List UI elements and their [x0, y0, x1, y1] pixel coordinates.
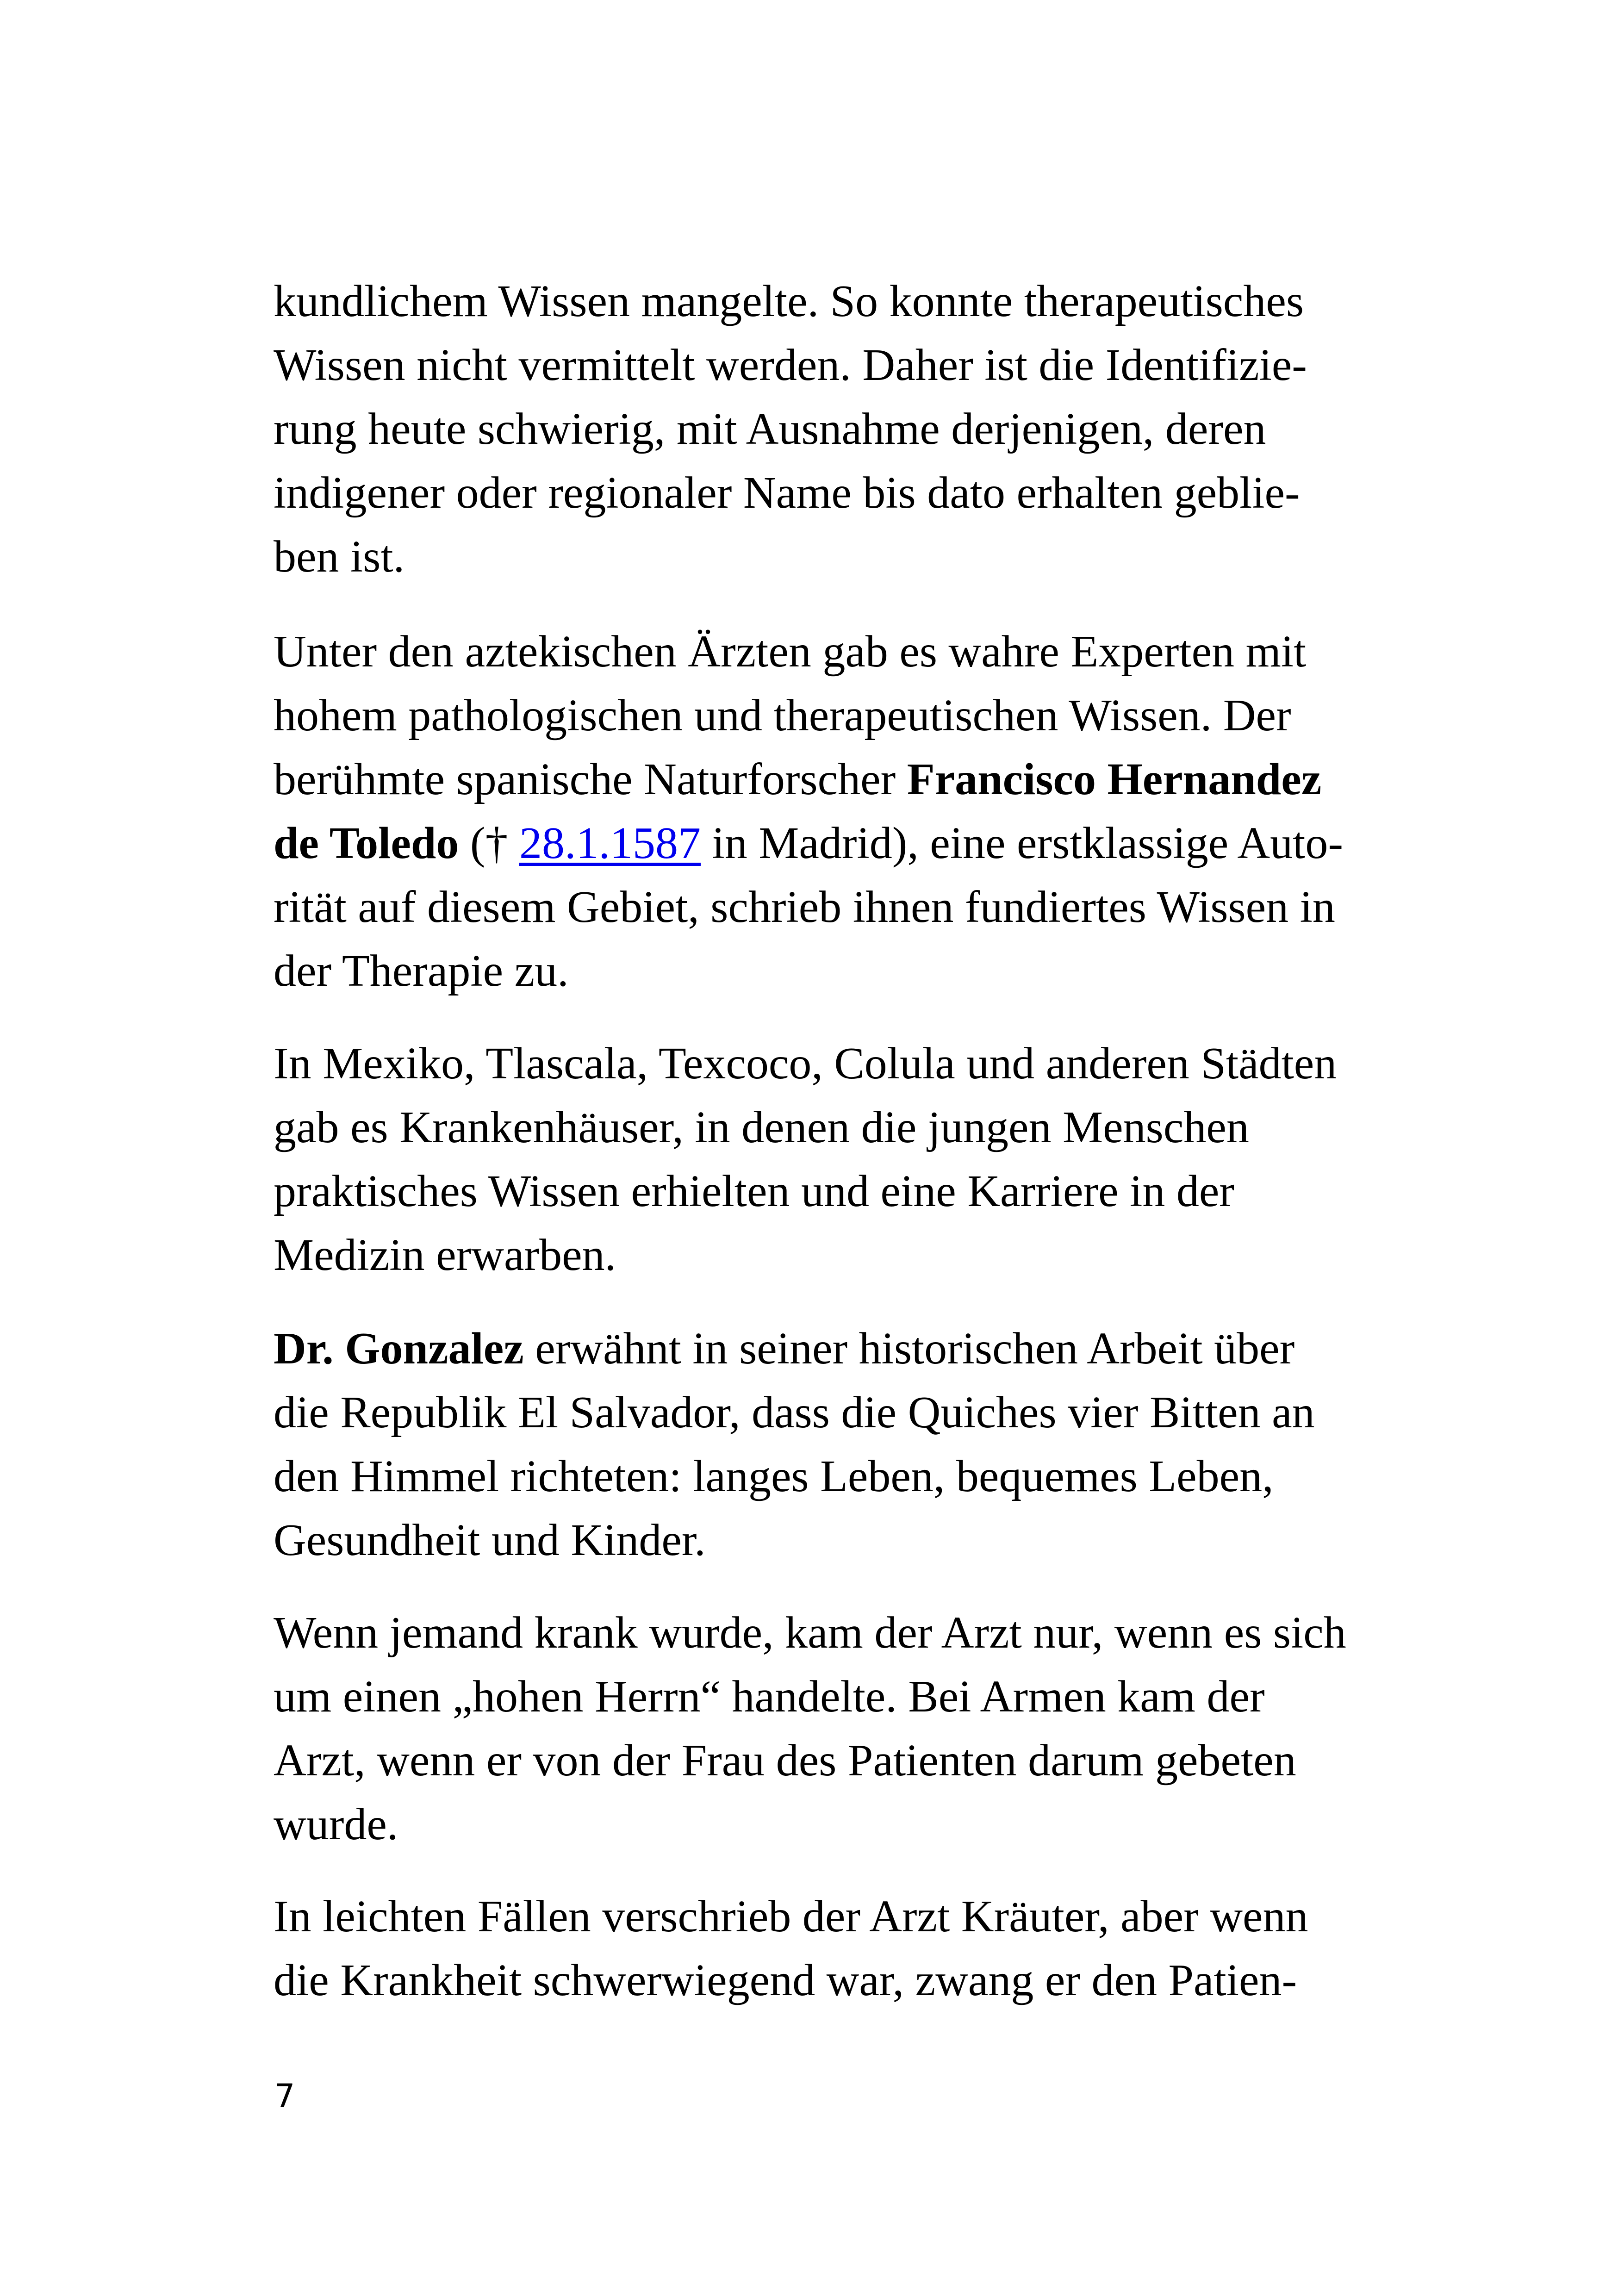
- text-line: [274, 747, 1343, 811]
- text-segment: Medizin erwarben.: [274, 1230, 616, 1280]
- text-line: [274, 620, 1343, 684]
- text-segment: ben ist.: [274, 532, 405, 582]
- text-line: [274, 684, 1343, 747]
- paragraph: [274, 1317, 1315, 1572]
- text-line: [274, 1792, 1346, 1856]
- text-segment: In leichten Fällen verschrieb der Arzt Kräuter, aber wenn: [274, 1892, 1308, 1941]
- text-segment: um einen „hohen Herrn“ handelte. Bei Armen kam der: [274, 1672, 1265, 1722]
- text-segment: indigener oder regionaler Name bis dato erhalten geblie-: [274, 468, 1300, 518]
- text-segment: Wissen nicht vermittelt werden. Daher ist die Identifizie-: [274, 340, 1307, 390]
- text-line: [274, 1885, 1308, 1948]
- paragraph: [274, 1032, 1337, 1287]
- text-line: [274, 397, 1307, 461]
- text-segment: hohem pathologischen und therapeutischen Wissen. Der: [274, 691, 1291, 740]
- text-segment: gab es Krankenhäuser, in denen die jungen Menschen: [274, 1102, 1249, 1152]
- paragraph: [274, 269, 1307, 589]
- text-segment: rung heute schwierig, mit Ausnahme derjenigen, deren: [274, 404, 1266, 454]
- text-line: [274, 1317, 1315, 1381]
- text-segment: Gesundheit und Kinder.: [274, 1515, 706, 1565]
- text-segment: kundlichem Wissen mangelte. So konnte therapeutisches: [274, 276, 1304, 326]
- paragraph: [274, 1601, 1346, 1856]
- text-line: [274, 1444, 1315, 1508]
- text-segment: erwähnt in seiner historischen Arbeit über: [523, 1324, 1295, 1374]
- text-line: [274, 461, 1307, 525]
- text-line: [274, 1095, 1337, 1159]
- text-segment: In Mexiko, Tlascala, Texcoco, Colula und anderen Städten: [274, 1039, 1337, 1089]
- page-number: 7: [274, 2077, 295, 2115]
- text-line: [274, 875, 1343, 939]
- text-line: [274, 333, 1307, 397]
- text-segment: der Therapie zu.: [274, 946, 569, 996]
- text-line: [274, 1665, 1346, 1729]
- text-segment: wurde.: [274, 1799, 398, 1849]
- text-segment: praktisches Wissen erhielten und eine Karriere in der: [274, 1166, 1234, 1216]
- paragraph: [274, 1885, 1308, 2012]
- text-segment: rität auf diesem Gebiet, schrieb ihnen fundiertes Wissen in: [274, 882, 1335, 932]
- text-segment: (†: [459, 818, 519, 868]
- text-line: [274, 525, 1307, 589]
- text-segment: Arzt, wenn er von der Frau des Patienten darum gebeten: [274, 1736, 1296, 1786]
- date-link[interactable]: 28.1.1587: [519, 818, 701, 868]
- text-line: [274, 1223, 1337, 1287]
- paragraph: [274, 620, 1343, 1003]
- text-line: [274, 811, 1343, 875]
- text-line: [274, 1032, 1337, 1095]
- bold-name: Dr. Gonzalez: [274, 1324, 524, 1374]
- text-line: [274, 1601, 1346, 1665]
- text-segment: in Madrid), eine erstklassige Auto-: [700, 818, 1343, 868]
- text-line: [274, 1159, 1337, 1223]
- text-line: [274, 939, 1343, 1003]
- text-segment: Wenn jemand krank wurde, kam der Arzt nur, wenn es sich: [274, 1608, 1346, 1658]
- text-line: [274, 269, 1307, 333]
- text-line: [274, 1508, 1315, 1572]
- text-segment: Unter den aztekischen Ärzten gab es wahre Experten mit: [274, 627, 1307, 677]
- text-line: [274, 1948, 1308, 2012]
- bold-name: Francisco Hernandez: [907, 754, 1322, 804]
- bold-name: de Toledo: [274, 818, 459, 868]
- text-segment: die Krankheit schwerwiegend war, zwang er den Patien-: [274, 1955, 1297, 2005]
- text-segment: die Republik El Salvador, dass die Quiches vier Bitten an: [274, 1388, 1315, 1437]
- text-segment: den Himmel richteten: langes Leben, bequemes Leben,: [274, 1451, 1274, 1501]
- text-line: [274, 1381, 1315, 1444]
- text-segment: berühmte spanische Naturforscher: [274, 754, 907, 804]
- text-line: [274, 1729, 1346, 1792]
